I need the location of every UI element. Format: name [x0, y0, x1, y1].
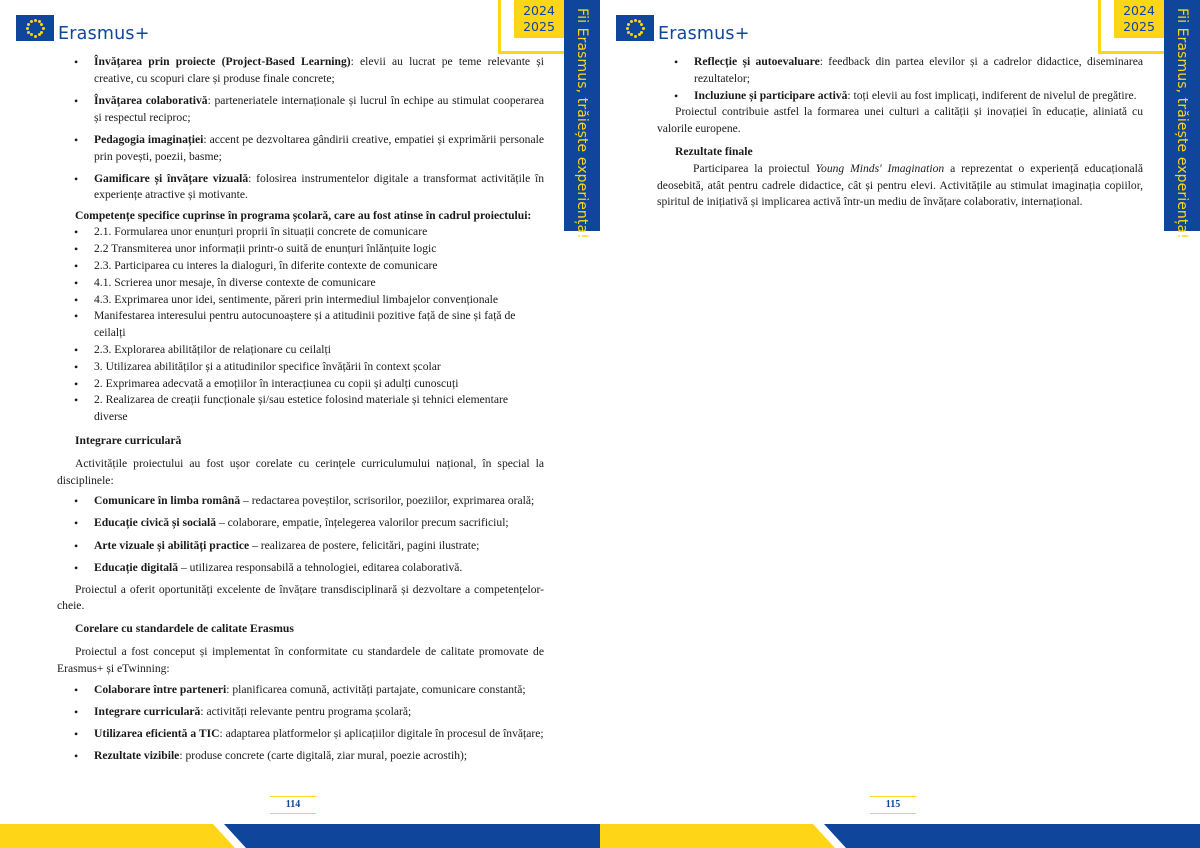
list-item: • Arte vizuale și abilități practice – realizarea de postere, felicitări, pagini ilustrate; — [57, 538, 544, 555]
list-item: • 4.1. Scrierea unor mesaje, în diverse contexte de comunicare — [57, 275, 544, 292]
list-item: • Incluziune și participare activă: toți elevii au fost implicați, indiferent de nivelul de pregătire. — [657, 88, 1143, 105]
eu-star-icon — [27, 31, 30, 34]
eu-star-icon — [627, 23, 630, 26]
bottom-band-yellow — [600, 824, 835, 848]
brand-name: Erasmus+ — [58, 24, 150, 44]
eu-star-icon — [26, 27, 29, 30]
page-number: 114 — [270, 796, 316, 814]
eu-star-icon — [634, 19, 637, 22]
list-item: • Rezultate vizibile: produse concrete (carte digitală, ziar mural, poezie acrostih); — [57, 748, 544, 765]
disciplines-list — [57, 493, 544, 576]
eu-star-icon — [642, 27, 645, 30]
side-banner-title: Fii Erasmus, trăiește experiența! — [1174, 8, 1190, 239]
list-item: • 2.3. Explorarea abilităților de relaționare cu ceilalți — [57, 342, 544, 359]
eu-star-icon — [640, 31, 643, 34]
eu-star-icon — [30, 20, 33, 23]
list-item: • Educație digitală – utilizarea responsabilă a tehnologiei, editarea colaborativă. — [57, 560, 544, 577]
standards-heading: Corelare cu standardele de calitate Erasmus — [75, 622, 294, 636]
eu-star-icon — [38, 33, 41, 36]
erasmus-logo — [616, 15, 750, 44]
eu-flag-icon — [616, 15, 654, 41]
eu-star-icon — [27, 23, 30, 26]
year-end: 2025 — [523, 19, 555, 34]
competences-list — [57, 224, 544, 426]
list-item: • Manifestarea interesului pentru autocunoaștere și a atitudinii pozitive față de sine și față de ceilalți — [57, 308, 544, 342]
eu-star-icon — [634, 35, 637, 38]
eu-star-icon — [34, 35, 37, 38]
page-content — [57, 54, 544, 770]
list-item: • Comunicare în limba română – redactarea poveștilor, scrisorilor, poeziilor, exprimarea orală; — [57, 493, 544, 510]
side-banner — [1164, 0, 1200, 239]
list-item: • 2. Realizarea de creații funcționale și/sau estetice folosind materiale și tehnici elementare diverse — [57, 392, 544, 426]
eu-star-icon — [627, 31, 630, 34]
results-heading: Rezultate finale — [675, 144, 753, 158]
page-content — [657, 54, 1143, 211]
curricular-heading: Integrare curriculară — [75, 433, 182, 447]
year-start: 2024 — [1123, 3, 1155, 18]
list-item: • Învățarea colaborativă: parteneriatele internaționale și lucrul în echipe au stimulat cooperarea și respectul reciproc; — [57, 93, 544, 127]
culture-paragraph: Proiectul contribuie astfel la formarea unei culturi a calității și inovației în educație, aliniată cu valorile europene. — [657, 105, 1143, 136]
eu-star-icon — [626, 27, 629, 30]
eu-star-icon — [630, 33, 633, 36]
curricular-intro: Activitățile proiectului au fost ușor corelate cu cerințele curriculumului național, în special la disciplinele: — [57, 456, 544, 487]
list-item: • 2. Exprimarea adecvată a emoțiilor în interacțiunea cu copii și adulți cunoscuți — [57, 376, 544, 393]
eu-star-icon — [630, 20, 633, 23]
list-item: • Pedagogia imaginației: accent pe dezvoltarea gândirii creative, empatiei și exprimării personale prin povești, poezii, basme; — [57, 132, 544, 166]
list-item: • Învățarea prin proiecte (Project-Based Learning): elevii au lucrat pe teme relevante și creative, cu scopuri clare și produse finale concrete; — [57, 54, 544, 88]
eu-star-icon — [40, 31, 43, 34]
project-name: Young Minds' Imagination — [815, 161, 945, 175]
standards-list-continued — [657, 54, 1143, 104]
standards-intro: Proiectul a fost conceput și implementat în conformitate cu standardele de calitate promovate de Erasmus+ și eTwinning: — [57, 645, 544, 675]
list-item: • Educație civică și socială – colaborare, empatie, înțelegerea valorilor precum sacrificiul; — [57, 515, 544, 532]
bottom-band-blue — [824, 824, 1200, 848]
side-banner — [564, 0, 600, 239]
curricular-outro: Proiectul a oferit oportunități excelente de învățare transdisciplinară și dezvoltare a competențelor-cheie. — [57, 582, 544, 613]
page-115 — [600, 0, 1200, 848]
results-paragraph: Participarea la proiectul Young Minds' Imagination a reprezentat o experiență educațională deosebită, atât pentru cadrele didactice, cât și pentru elevi. Activitățile au stimulat imaginația copiilor, spiritul de inițiativă și implicarea activă într-un mediu de învățare colaborativ, internațional. — [657, 161, 1143, 209]
list-item: • Utilizarea eficientă a TIC: adaptarea platformelor și aplicațiilor digitale în procesul de învățare; — [57, 726, 544, 743]
year-start: 2024 — [523, 3, 555, 18]
year-badge — [1114, 0, 1164, 38]
eu-star-icon — [40, 23, 43, 26]
brand-name: Erasmus+ — [658, 24, 750, 44]
erasmus-logo — [16, 15, 150, 44]
eu-star-icon — [638, 33, 641, 36]
bottom-band — [0, 824, 600, 848]
list-item: • 2.3. Participarea cu interes la dialoguri, în diferite contexte de comunicare — [57, 258, 544, 275]
yellow-frame-line — [1098, 0, 1101, 54]
standards-list — [57, 682, 544, 765]
year-end: 2025 — [1123, 19, 1155, 34]
list-item: • 2.2 Transmiterea unor informații printr-o suită de enunțuri înlănțuite logic — [57, 241, 544, 258]
list-item: • 4.3. Exprimarea unor idei, sentimente, păreri prin intermediul limbajelor convenționale — [57, 292, 544, 309]
eu-star-icon — [640, 23, 643, 26]
bottom-band-blue — [224, 824, 600, 848]
bottom-band-yellow — [0, 824, 235, 848]
eu-star-icon — [30, 33, 33, 36]
list-item: • Gamificare și învățare vizuală: folosirea instrumentelor digitale a transformat activitățile în experiențe atractive și motivante. — [57, 171, 544, 205]
list-item: • Reflecție și autoevaluare: feedback din partea elevilor și a cadrelor didactice, diseminarea rezultatelor; — [657, 54, 1143, 88]
methods-list — [57, 54, 544, 204]
list-item: • 3. Utilizarea abilităților și a atitudinilor specifice învățării în context școlar — [57, 359, 544, 376]
list-item: • Colaborare între parteneri: planificarea comună, activități partajate, comunicare constantă; — [57, 682, 544, 699]
bottom-band — [600, 824, 1200, 848]
page-number: 115 — [870, 796, 916, 814]
eu-star-icon — [34, 19, 37, 22]
eu-star-icon — [42, 27, 45, 30]
yellow-frame-line — [498, 0, 501, 54]
eu-flag-icon — [16, 15, 54, 41]
side-banner-title: Fii Erasmus, trăiește experiența! — [574, 8, 590, 239]
year-badge — [514, 0, 564, 38]
list-item: • 2.1. Formularea unor enunțuri proprii în situații concrete de comunicare — [57, 224, 544, 241]
competences-heading: Competențe specifice cuprinse în programa școlară, care au fost atinse în cadrul proiectului: — [75, 208, 532, 222]
list-item: • Integrare curriculară: activități relevante pentru programa școlară; — [57, 704, 544, 721]
